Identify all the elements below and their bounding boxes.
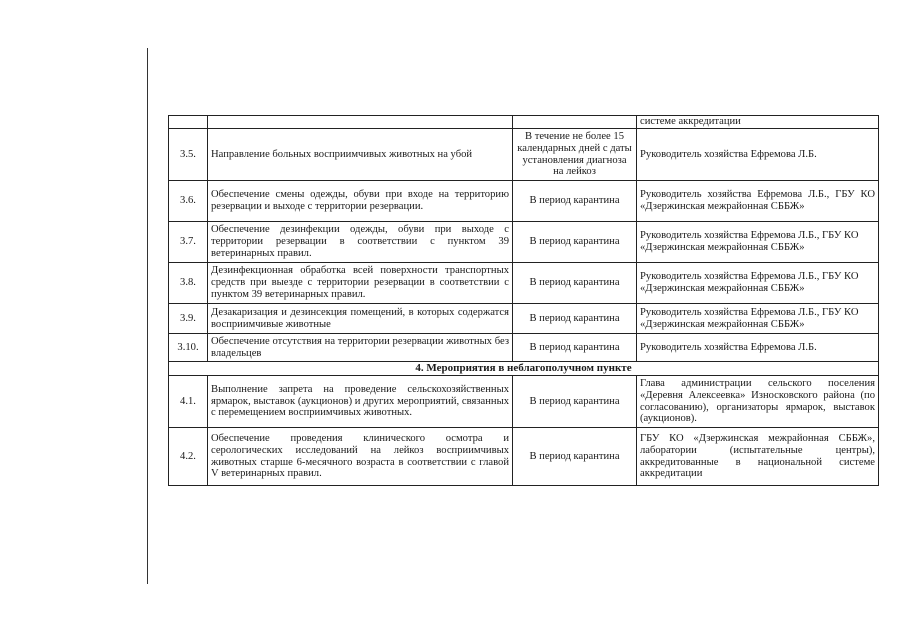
- row-number: 3.6.: [169, 181, 208, 222]
- table-row: [169, 304, 879, 334]
- measure-term: В период карантина: [513, 334, 637, 362]
- measure-term: В период карантина: [513, 181, 637, 222]
- table-row: [169, 376, 879, 428]
- measure-responsible: Глава администрации сельского поселения «Деревня Алексеевка» Износковского района (по согласованию), организаторы ярмарок, выставок (аукционов).: [637, 376, 879, 428]
- measure-responsible: Руководитель хозяйства Ефремова Л.Б., ГБУ КО «Дзержинская межрайонная СББЖ»: [637, 222, 879, 263]
- measure-term: В период карантина: [513, 304, 637, 334]
- measure-name: Дезинфекционная обработка всей поверхности транспортных средств при выезде с территории резервации в соответствии с пунктом 39 ветеринарных правил.: [208, 263, 513, 304]
- table-row: [169, 263, 879, 304]
- measure-term: В период карантина: [513, 222, 637, 263]
- section-title: 4. Мероприятия в неблагополучном пункте: [169, 362, 879, 376]
- row-number: [169, 116, 208, 129]
- measure-term: [513, 116, 637, 129]
- measure-responsible: ГБУ КО «Дзержинская межрайонная СББЖ», лаборатории (испытательные центры), аккредитованные в национальной системе аккредитации: [637, 428, 879, 486]
- row-number: 3.10.: [169, 334, 208, 362]
- table-row: [169, 116, 879, 129]
- measure-name: Обеспечение дезинфекции одежды, обуви при выходе с территории резервации в соответствии с пунктом 39 ветеринарных правил.: [208, 222, 513, 263]
- table-row: [169, 222, 879, 263]
- measures-table: [168, 115, 879, 486]
- measure-term: В период карантина: [513, 263, 637, 304]
- row-number: 3.8.: [169, 263, 208, 304]
- measure-responsible: Руководитель хозяйства Ефремова Л.Б., ГБУ КО «Дзержинская межрайонная СББЖ»: [637, 263, 879, 304]
- row-number: 3.9.: [169, 304, 208, 334]
- measure-responsible: Руководитель хозяйства Ефремова Л.Б.: [637, 334, 879, 362]
- measure-name: [208, 116, 513, 129]
- measure-responsible: Руководитель хозяйства Ефремова Л.Б.: [637, 129, 879, 181]
- table-row: [169, 334, 879, 362]
- measure-name: Обеспечение проведения клинического осмотра и серологических исследований на лейкоз восприимчивых животных старше 6-месячного возраста в соответствии с главой V ветеринарных правил.: [208, 428, 513, 486]
- measure-responsible: Руководитель хозяйства Ефремова Л.Б., ГБУ КО «Дзержинская межрайонная СББЖ»: [637, 181, 879, 222]
- table-row: [169, 428, 879, 486]
- measure-name: Обеспечение отсутствия на территории резервации животных без владельцев: [208, 334, 513, 362]
- section-header-row: [169, 362, 879, 376]
- row-number: 4.2.: [169, 428, 208, 486]
- measure-name: Дезакаризация и дезинсекция помещений, в которых содержатся восприимчивые животные: [208, 304, 513, 334]
- measure-term: В течение не более 15 календарных дней с даты установления диагноза на лейкоз: [513, 129, 637, 181]
- row-number: 4.1.: [169, 376, 208, 428]
- measure-name: Обеспечение смены одежды, обуви при входе на территорию резервации и выходе с территории резервации.: [208, 181, 513, 222]
- measure-responsible: системе аккредитации: [637, 116, 879, 129]
- table-row: [169, 129, 879, 181]
- row-number: 3.7.: [169, 222, 208, 263]
- measure-term: В период карантина: [513, 428, 637, 486]
- measure-name: Направление больных восприимчивых животных на убой: [208, 129, 513, 181]
- row-number: 3.5.: [169, 129, 208, 181]
- table-row: [169, 181, 879, 222]
- measure-responsible: Руководитель хозяйства Ефремова Л.Б., ГБУ КО «Дзержинская межрайонная СББЖ»: [637, 304, 879, 334]
- measure-term: В период карантина: [513, 376, 637, 428]
- measure-name: Выполнение запрета на проведение сельскохозяйственных ярмарок, выставок (аукционов) и других мероприятий, связанных с перемещением восприимчивых животных.: [208, 376, 513, 428]
- page-margin-line: [147, 48, 148, 584]
